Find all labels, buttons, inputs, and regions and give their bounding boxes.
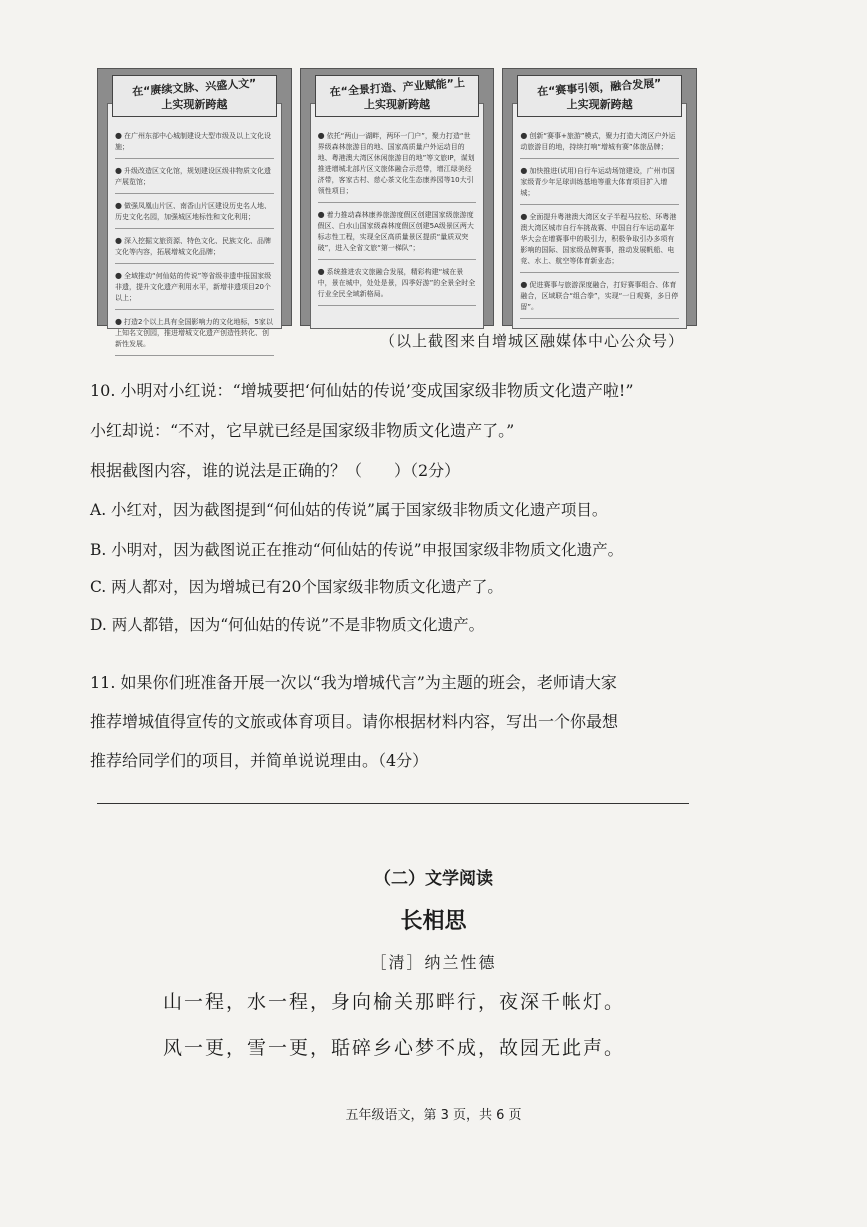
panel-item: ● 创新“赛事+旅游”模式，聚力打造大湾区户外运动旅游目的地，持续打响“增城有赛”体旅品牌； bbox=[520, 130, 679, 159]
q10-option-d: D. 两人都错，因为“何仙姑的传说”不是非物质文化遗产。 bbox=[90, 616, 485, 634]
q11-line2: 推荐增城值得宣传的文旅或体育项目。请你根据材料内容，写出一个你最想 bbox=[90, 712, 619, 731]
panel-card bbox=[512, 103, 687, 329]
q10-option-c: C. 两人都对，因为增城已有20个国家级非物质文化遗产了。 bbox=[90, 578, 503, 596]
banner-line2: 上实现新跨越 bbox=[566, 98, 633, 111]
screenshot-panel-industry bbox=[300, 68, 495, 326]
q11-line3: 推荐给同学们的项目，并简单说说理由。（4分） bbox=[90, 751, 429, 770]
panel-card bbox=[107, 103, 282, 348]
q10-line3: 根据截图内容，谁的说法是正确的？（ ）（2分） bbox=[90, 461, 461, 480]
q10-line1: 10. 小明对小红说：“增城要把‘何仙姑的传说’变成国家级非物质文化遗产啦!” bbox=[90, 381, 634, 400]
banner-line1: 在“全景打造、产业赋能”上 bbox=[328, 76, 466, 99]
panel-item: ● 打造2个以上具有全国影响力的文化地标，5家以上知名文创园，推进增城文化遗产创造性转化、创新性发展。 bbox=[115, 316, 274, 356]
q11-line1: 11. 如果你们班准备开展一次以“我为增城代言”为主题的班会，老师请大家 bbox=[90, 673, 617, 692]
screenshot-panel-sports bbox=[502, 68, 697, 326]
q10-option-a: A. 小红对，因为截图提到“何仙姑的传说”属于国家级非物质文化遗产项目。 bbox=[90, 501, 608, 519]
banner-line2: 上实现新跨越 bbox=[161, 98, 228, 111]
panel-banner bbox=[112, 75, 277, 117]
panel-item: ● 加快推进(试用)自行车运动场馆建设，广州市国家级青少年足球训练基地等重大体育项目扩入增城； bbox=[520, 165, 679, 205]
q10-line2: 小红却说：“不对，它早就已经是国家级非物质文化遗产了。” bbox=[90, 421, 515, 440]
panel-item: ● 在广州东部中心城制建设大型市级及以上文化设施； bbox=[115, 130, 274, 159]
banner-line2: 上实现新跨越 bbox=[364, 98, 430, 111]
panel-item: ● 全域推动“何仙姑的传说”等省级非遗申报国家级非遗，提升文化遗产利用水平，新增非遗项目20个以上； bbox=[115, 270, 274, 310]
panel-item: ● 全面提升粤港澳大湾区女子半程马拉松、环粤港澳大湾区城市自行车挑战赛、中国自行车运动嘉年华大会在增赛事中的吸引力，积极争取引办多项有影响的国际、国家级品牌赛事，推动发展帆船、电竞、水上、航空等体育新业态； bbox=[520, 211, 679, 273]
poem-author: ［清］纳兰性德 bbox=[370, 953, 497, 972]
panel-item: ● 促进赛事与旅游深度融合，打好赛事组合、体育融合，区域联合“组合拳”，实现“一日观赛，多日停留”。 bbox=[520, 279, 679, 319]
poem-title: 长相思 bbox=[400, 908, 467, 934]
poem-line2: 风一更，雪一更，聒碎乡心梦不成，故园无此声。 bbox=[163, 1037, 626, 1059]
screenshot-panel-culture bbox=[97, 68, 292, 348]
banner-line1: 在“赓续文脉、兴盛人文” bbox=[131, 76, 257, 99]
panel-banner bbox=[315, 75, 480, 117]
panel-card bbox=[310, 103, 485, 329]
q10-option-b: B. 小明对，因为截图说正在推动“何仙姑的传说”申报国家级非物质文化遗产。 bbox=[90, 541, 624, 559]
panel-item: ● 系统推进农文旅融合发展，精彩构建“城在景中，景在城中，处处是景，四季好游”的全景全时全行业全民全域新格局。 bbox=[318, 266, 477, 306]
panel-banner bbox=[517, 75, 682, 117]
banner-line1: 在“赛事引领，融合发展” bbox=[537, 76, 663, 99]
panel-item: ● 升级改造区文化馆，规划建设区级非物质文化遗产展览馆； bbox=[115, 165, 274, 194]
screenshot-caption: （以上截图来自增城区融媒体中心公众号） bbox=[380, 332, 685, 350]
poem-line1: 山一程，水一程，身向榆关那畔行，夜深千帐灯。 bbox=[163, 991, 626, 1013]
panel-item: ● 做强凤凰山片区、南香山片区建设历史名人地、历史文化名园，加强城区地标性和文化利用； bbox=[115, 200, 274, 229]
panel-item: ● 深入挖掘文旅资源、特色文化、民族文化、品牌文化等内容，拓展增城文化品牌； bbox=[115, 235, 274, 264]
page-footer: 五年级语文，第 3 页，共 6 页 bbox=[345, 1108, 522, 1123]
section-title: （二）文学阅读 bbox=[374, 869, 493, 889]
panel-item: ● 依托“两山一湖畔，两环一门户”，聚力打造“世界级森林旅游目的地、国家高质量户外运动目的地、粤港澳大湾区休闲旅游目的地”等文旅IP，谋划推进增城北部片区文旅体融合示范带，增江绿美经济带，客家古村、慈心茶文化生态康养园等10大引领性项目； bbox=[318, 130, 477, 203]
answer-line[interactable] bbox=[97, 803, 689, 804]
panel-item: ● 着力推动森林康养旅游度假区创建国家级旅游度假区、白水山国家级森林度假区创建5A级景区两大标志性工程，实现全区高质量景区提质“量质双突破”，进入全省文旅“第一梯队”； bbox=[318, 209, 477, 260]
